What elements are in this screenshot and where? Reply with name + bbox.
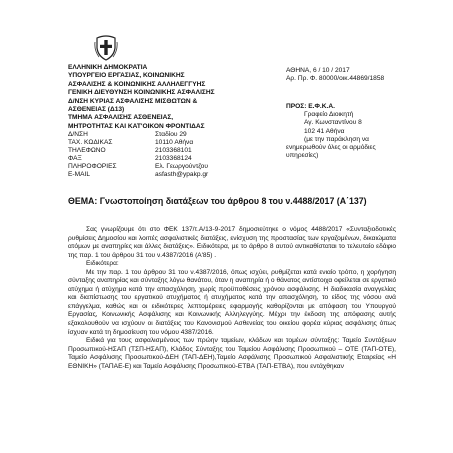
- contact-value: Ελ. Γεωργούντζου: [155, 163, 208, 171]
- recipient-line: ενημερωθούν όλες οι αρμόδιες: [286, 144, 376, 152]
- ministry-line: ΜΗΤΡΟΤΗΤΑΣ ΚΑΙ ΚΑΤ'ΟΙΚΟΝ ΦΡΟΝΤΙΔΑΣ: [68, 122, 205, 130]
- document-body: [68, 226, 396, 371]
- contact-label: ΤΗΛΕΦΩΝΟ: [68, 147, 106, 155]
- greek-emblem-icon: [94, 33, 118, 61]
- recipient-block: [286, 103, 376, 160]
- recipient-line: Γραφείο Διοικητή: [304, 111, 354, 119]
- body-paragraph: Ειδικότερα:: [86, 260, 119, 268]
- contact-value: Σταδίου 29: [155, 131, 187, 138]
- protocol-number: Αρ. Πρ. Φ. 80000/οικ.44869/1858: [286, 75, 385, 83]
- ministry-line: ΓΕΝΙΚΗ ΔΙΕΥΘΥΝΣΗ ΚΟΙΝΩΝΙΚΗΣ ΑΣΦΑΛΙΣΗΣ: [68, 89, 215, 97]
- contact-row: [68, 147, 208, 155]
- recipient-line: Αγ. Κωνσταντίνου 8: [304, 119, 362, 127]
- contact-label: E-MAIL: [68, 171, 90, 179]
- body-paragraph: Σας γνωρίζουμε ότι στο ΦΕΚ 137/τ.Α/13-9-2017 δημοσιεύτηκε ο νόμος 4488/2017 «Συνταξιοδοτικές ρυθμίσεις Δημοσίου και λοιπές ασφαλιστικές διατάξεις, ενίσχυση της προστασίας των εργαζομένων, δικαιώματα ατόμων με αναπηρίες και άλλες διατάξεις». Ειδικότερα, με το άρθρο 8 αυτού αντικαθίσταται το τελευταίο εδάφιο της παρ. 1 του άρθρου 31 του ν.4387/2016 (Α'85) .: [68, 226, 396, 259]
- ministry-line: ΥΠΟΥΡΓΕΙΟ ΕΡΓΑΣΙΑΣ, ΚΟΙΝΩΝΙΚΗΣ: [68, 72, 185, 80]
- recipient-label: ΠΡΟΣ: Ε.Φ.Κ.Α.: [286, 103, 335, 110]
- email-link[interactable]: asfasth@ypakp.gr: [155, 171, 209, 179]
- contact-value: 2103368101: [155, 147, 192, 155]
- contact-label: ΦΑΞ: [68, 155, 82, 163]
- recipient-line: υπηρεσίες): [286, 152, 319, 160]
- contact-label: ΤΑΧ. ΚΩΔΙΚΑΣ: [68, 139, 113, 147]
- contact-value: 2103368124: [155, 155, 192, 163]
- ministry-line: ΑΣΘΕΝΕΙΑΣ (Δ13): [68, 106, 125, 114]
- body-paragraph: Ειδικά για τους ασφαλισμένους των πρώην ταμείων, κλάδων και τομέων σύνταξης: Ταμείο Συντάξεων Προσωπικού-ΗΣΑΠ (ΤΣΠ-ΗΣΑΠ), Κλάδος Σύνταξης του Ταμείου Ασφάλισης Προσωπικού – ΟΤΕ (ΤΑΠ-ΟΤΕ), Ταμείο Ασφάλισης Προσωπικού-ΔΕΗ (ΤΑΠ-ΔΕΗ),Ταμείο Ασφάλισης Προσωπικού Ασφαλιστικής Εταιρείας «Η ΕΘΝΙΚΗ» (ΤΑΠΑΕ-Ε) και Ταμείο Ασφάλισης Προσωπικού-ΕΤΒΑ (ΤΑΠ-ΕΤΒΑ), που εντάχθηκαν: [68, 337, 396, 370]
- contact-row: [68, 131, 208, 139]
- contact-info: [68, 131, 208, 180]
- contact-row: [68, 171, 208, 179]
- document-date: ΑΘΗΝΑ, 6 / 10 / 2017: [286, 67, 350, 74]
- ministry-line: ΕΛΛΗΝΙΚΗ ΔΗΜΟΚΡΑΤΙΑ: [68, 64, 148, 71]
- date-protocol-block: [286, 67, 384, 84]
- contact-row: [68, 163, 208, 171]
- contact-label: ΠΛΗΡΟΦΟΡΙΕΣ: [68, 163, 117, 171]
- ministry-header: [68, 64, 273, 131]
- contact-row: [68, 139, 208, 147]
- contact-value: 10110 Αθήνα: [155, 139, 194, 147]
- ministry-line: ΤΜΗΜΑ ΑΣΦΑΛΙΣΗΣ ΑΣΘΕΝΕΙΑΣ,: [68, 114, 174, 122]
- recipient-line: (με την παράκληση να: [304, 135, 369, 143]
- recipient-line: 102 41 Αθήνα: [304, 127, 345, 135]
- subject-heading: ΘΕΜΑ: Γνωστοποίηση διατάξεων του άρθρου 8 του ν.4488/2017 (Α΄137): [68, 196, 367, 206]
- body-paragraph: Με την παρ. 1 του άρθρου 31 του ν.4387/2016, όπως ισχύει, ρυθμίζεται κατά ενιαίο τρόπο, η χορήγηση σύνταξης αναπηρίας και σύνταξης λόγω θανάτου, όταν η αναπηρία ή ο θάνατος αντίστοιχα οφείλεται σε εργατικό ατύχημα ή ατύχημα κατά την απασχόληση, χωρίς προϋποθέσεις χρόνου ασφάλισης. Η διαδικασία αναγγελίας και διαπίστωσης του εργατικού ατυχήματος ή ατυχήματος κατά την απασχόληση, το είδος της νόσου ανά επάγγελμα, καθώς και οι ειδικότερες λεπτομέρειες εφαρμογής καθορίζονται με απόφαση του Υπουργού Εργασίας, Κοινωνικής Ασφάλισης και Κοινωνικής Αλληλεγγύης. Μέχρι την έκδοση της απόφασης αυτής εξακολουθούν να ισχύουν οι διατάξεις του Κανονισμού Ασθενείας του οικείου φορέα κύριας ασφάλισης όπως ίσχυαν κατά τη δημοσίευση του νόμου 4387/2016.: [68, 268, 396, 336]
- ministry-line: ΑΣΦΑΛΙΣΗΣ & ΚΟΙΝΩΝΙΚΗΣ ΑΛΛΗΛΕΓΓΥΗΣ: [68, 80, 206, 88]
- ministry-line: Δ/ΝΣΗ ΚΥΡΙΑΣ ΑΣΦΑΛΙΣΗΣ ΜΙΣΘΩΤΩΝ &: [68, 97, 198, 105]
- contact-label: Δ/ΝΣΗ: [68, 131, 88, 138]
